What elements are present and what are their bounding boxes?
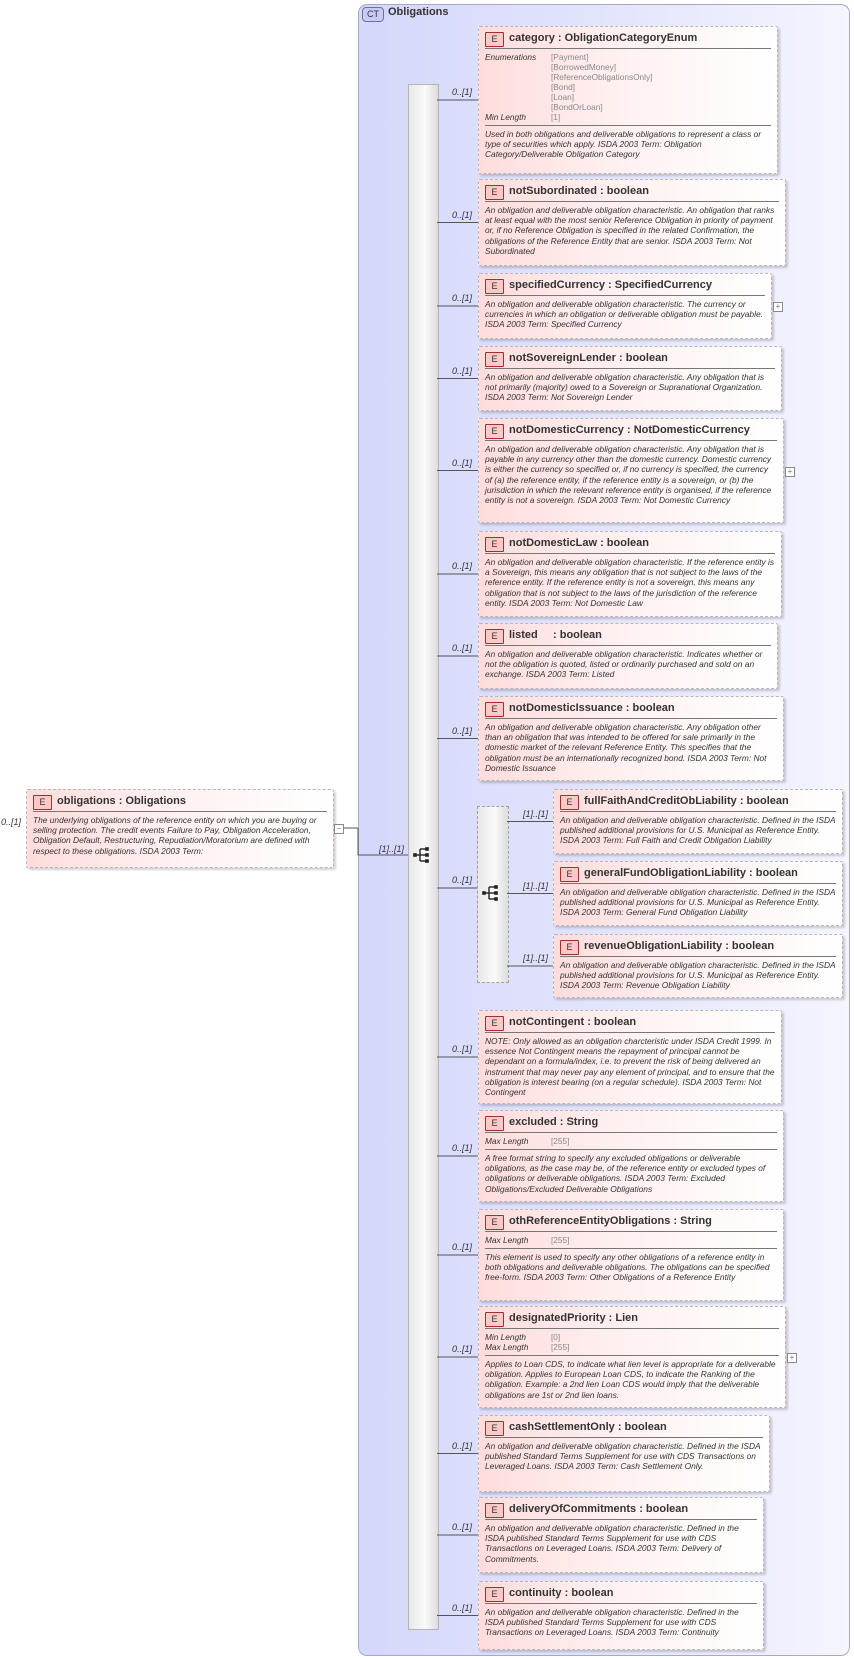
- element-cardinality: 0..[1]: [452, 209, 473, 220]
- facet-value: [BondOrLoan]: [551, 102, 603, 112]
- element-title: othReferenceEntityObligations : String: [509, 1215, 712, 1227]
- element-cardinality: 0..[1]: [452, 561, 473, 571]
- facet-row: [485, 1332, 569, 1342]
- element-header: [560, 794, 836, 812]
- sequence-icon-node: [482, 891, 486, 895]
- sequence-icon-node: [494, 891, 498, 895]
- element-title: excluded : String: [509, 1116, 599, 1128]
- sequence-icon-node: [413, 853, 417, 857]
- element-badge: E: [485, 1421, 504, 1436]
- element-excluded[interactable]: [478, 1110, 784, 1202]
- element-documentation: An obligation and deliverable obligation characteristic. An obligation that ranks at least equal with the most senior Reference Obligation in priority of payment or, if no Reference Obligation is specified in the related Confirmation, the obligations of the Reference Entity that are senior. ISDA 2003 Term: Not Subordinated: [485, 205, 775, 256]
- element-documentation: An obligation and deliverable obligation characteristic. Any obligation that is payable in any currency other than the domestic currency. Domestic currency is either the currency so specified or, if no currency is specified, the currency of (a) the reference entity, if the reference entity is a sovereign, or (b) the jurisdiction in which the relevant reference entity is organised, if the reference entity is not a sovereign. ISDA 2003 Term: Not Domestic Currency: [485, 444, 772, 506]
- element-cardinality: 0..[1]: [452, 1344, 473, 1354]
- element-documentation: This element is used to specify any other obligations of a reference entity in both obligations and deliverable obligations. The obligations can be specified free-form. ISDA 2003 Term: Other Obligations of a Reference Entity: [485, 1252, 770, 1283]
- element-documentation: An obligation and deliverable obligation characteristic. Any obligation that is not primarily (majority) owed to a Sovereign or Supranational Organization. ISDA 2003 Term: Not Sovereign Lender: [485, 372, 765, 403]
- element-documentation: An obligation and deliverable obligation characteristic. Defined in the ISDA published additional provisions for U.S. Municipal as Reference Entity. ISDA 2003 Term: General Fund Obligation Liability: [560, 887, 836, 918]
- element-title: cashSettlementOnly : boolean: [509, 1421, 667, 1433]
- facet-separator: [485, 125, 771, 126]
- facet-key: [485, 82, 551, 92]
- expand-toggle[interactable]: +: [785, 467, 795, 477]
- element-documentation: The underlying obligations of the reference entity on which you are buying or selling protection. The credit events Failure to Pay, Obligation Acceleration, Obligation Default, Restructuring, Repudiation/Moratorium are defined with respect to these obligations. ISDA 2003 Term:: [33, 815, 317, 856]
- element-title: notDomesticLaw : boolean: [509, 537, 649, 549]
- element-badge: E: [485, 1215, 504, 1230]
- facet-row: [485, 62, 652, 72]
- element-title: category : ObligationCategoryEnum: [509, 32, 698, 44]
- element-header: [560, 939, 836, 957]
- facet-value: [Loan]: [551, 92, 575, 102]
- element-cardinality: 0..[1]: [452, 1143, 473, 1153]
- element-badge: E: [485, 629, 504, 644]
- element-title: revenueObligationLiability : boolean: [584, 940, 775, 952]
- root-cardinality: 0..[1]: [1, 817, 22, 827]
- sequence-icon-node: [494, 897, 498, 901]
- element-othReferenceEntityObligations[interactable]: [478, 1209, 784, 1301]
- element-header: [560, 866, 836, 884]
- element-notSubordinated[interactable]: [478, 179, 786, 266]
- facet-table: [485, 1235, 569, 1245]
- facet-value: [255]: [551, 1136, 570, 1146]
- facet-key: [485, 72, 551, 82]
- sequence-cardinality: [1]..[1]: [379, 844, 405, 854]
- sequence-icon-node: [425, 847, 429, 851]
- facet-key: [485, 102, 551, 112]
- element-badge: E: [485, 424, 504, 439]
- element-cardinality: 0..[1]: [452, 293, 473, 303]
- element-title: notContingent : boolean: [509, 1016, 637, 1028]
- element-cardinality: [1]..[1]: [523, 953, 549, 963]
- facet-value: [255]: [551, 1342, 570, 1352]
- facet-value: [255]: [551, 1235, 570, 1245]
- element-header: [485, 1586, 757, 1604]
- sequence-icon-node: [425, 853, 429, 857]
- element-notContingent[interactable]: [478, 1010, 782, 1104]
- element-designatedPriority[interactable]: [478, 1306, 786, 1408]
- element-header: [33, 794, 327, 812]
- element-cardinality: 0..[1]: [452, 457, 473, 468]
- expand-toggle[interactable]: +: [787, 1353, 797, 1363]
- element-notDomesticCurrency[interactable]: [478, 418, 784, 523]
- element-documentation: An obligation and deliverable obligation characteristic. The currency or currencies in which an obligation or deliverable obligation must be payable. ISDA 2003 Term: Specified Currency: [485, 299, 763, 330]
- facet-value: [Payment]: [551, 52, 589, 62]
- element-documentation: Applies to Loan CDS, to indicate what lien level is appropriate for a deliverable obligation. Applies to European Loan CDS, to indicate the Ranking of the obligation. Example: a 2nd lien Loan CDS would imply that the deliverable obligations are 1st or 2nd lien loans.: [485, 1359, 776, 1400]
- collapse-toggle[interactable]: −: [334, 824, 344, 834]
- element-cardinality: 0..[1]: [452, 87, 473, 97]
- sequence-icon-node: [494, 885, 498, 889]
- element-header: [485, 423, 777, 441]
- element-badge: E: [485, 1503, 504, 1518]
- element-documentation: An obligation and deliverable obligation characteristic. If the reference entity is a Sovereign, this means any obligation that is not subject to the laws of the reference entity. If the reference entity is not a sovereign, this means any obligation that is not subject to the laws of the jurisdiction of the reference entity. ISDA 2003 Term: Not Domestic Law: [485, 557, 775, 608]
- element-cardinality: 0..[1]: [452, 365, 473, 376]
- element-badge: E: [560, 795, 579, 810]
- element-badge: E: [485, 702, 504, 717]
- element-title: designatedPriority : Lien: [509, 1312, 638, 1324]
- facet-row: [485, 52, 652, 62]
- element-header: [485, 1115, 777, 1133]
- element-cardinality: 0..[1]: [452, 643, 473, 653]
- element-generalFundObligationLiability[interactable]: [553, 861, 843, 926]
- facet-key: Max Length: [485, 1235, 529, 1245]
- element-cardinality: 0..[1]: [452, 1440, 473, 1451]
- element-badge: E: [485, 279, 504, 294]
- facet-value: [0]: [551, 1332, 561, 1342]
- element-title: notDomesticIssuance : boolean: [509, 702, 675, 714]
- element-documentation: NOTE: Only allowed as an obligation charcteristic under ISDA Credit 1999. In essence Not Contingent means the repayment of principal cannot be dependant on a formula/index, i.e. to prevent the risk of being delivered an instrument that may never pay any element of principal, and to ensure that the obligation is interest bearing (on a regular schedule). ISDA 2003 Term: Not Contingent: [485, 1036, 775, 1098]
- element-specifiedCurrency[interactable]: [478, 273, 772, 339]
- facet-value: [BorrowedMoney]: [551, 62, 617, 72]
- element-cardinality: [1]..[1]: [523, 808, 549, 819]
- element-title: deliveryOfCommitments : boolean: [509, 1503, 689, 1515]
- element-title: fullFaithAndCreditObLiability : boolean: [584, 795, 789, 807]
- element-title: continuity : boolean: [509, 1587, 614, 1599]
- element-documentation: An obligation and deliverable obligation characteristic. Indicates whether or not the obligation is quoted, listed or ordinarily purchased and sold on an exchange. ISDA 2003 Term: Listed: [485, 649, 763, 680]
- element-header: [485, 1311, 779, 1329]
- element-header: [485, 536, 775, 554]
- element-badge: E: [485, 185, 504, 200]
- facet-key: [485, 92, 551, 102]
- element-header: [485, 31, 771, 49]
- element-documentation: An obligation and deliverable obligation characteristic. Defined in the ISDA published additional provisions for U.S. Municipal as Reference Entity. ISDA 2003 Term: Full Faith and Credit Obligation Liability: [560, 815, 836, 846]
- facet-value: [Bond]: [551, 82, 575, 92]
- element-badge: E: [560, 867, 579, 882]
- facet-value: [1]: [551, 112, 561, 122]
- element-badge: E: [485, 1116, 504, 1131]
- ct-badge: CT: [362, 7, 384, 22]
- sequence-icon-node: [425, 859, 429, 863]
- element-continuity[interactable]: [478, 1581, 764, 1650]
- element-title: listed : boolean: [509, 629, 602, 641]
- facet-row: [485, 1235, 569, 1245]
- element-documentation: Used in both obligations and deliverable obligations to represent a class or type of securities which apply. ISDA 2003 Term: Obligation Category/Deliverable Obligation Category: [485, 129, 762, 160]
- element-header: [485, 1214, 777, 1232]
- element-cardinality: 0..[1]: [452, 725, 473, 736]
- facet-table: [485, 52, 652, 122]
- complex-type-title: Obligations: [388, 6, 449, 18]
- element-documentation: An obligation and deliverable obligation characteristic. Any obligation other than an obligation that was intended to be offered for sale primarily in the domestic market of the relevant Reference Entity. This specifies that the obligation must be an internationally recognized bond. ISDA 2003 Term: Not Domestic Issuance: [485, 722, 767, 773]
- element-cashSettlementOnly[interactable]: [478, 1415, 770, 1492]
- facet-separator: [485, 1248, 777, 1249]
- sequence-icon: [413, 847, 429, 863]
- facet-key: Max Length: [485, 1136, 529, 1146]
- element-documentation: An obligation and deliverable obligation characteristic. Defined in the ISDA published Standard Terms Supplement for use with CDS Transactions on Leveraged Loans. ISDA 2003 Term: Delivery of Commitments.: [485, 1523, 739, 1564]
- element-title: specifiedCurrency : SpecifiedCurrency: [509, 279, 712, 291]
- facet-separator: [485, 1355, 779, 1356]
- facet-key: Min Length: [485, 112, 527, 122]
- element-listed[interactable]: [478, 623, 778, 689]
- element-title: obligations : Obligations: [57, 795, 186, 807]
- element-header: [485, 1015, 775, 1033]
- facet-row: [485, 92, 652, 102]
- element-badge: E: [33, 795, 52, 810]
- element-cardinality: 0..[1]: [452, 1242, 473, 1252]
- element-documentation: An obligation and deliverable obligation characteristic. Defined in the ISDA published Standard Terms Supplement for use with CDS Transactions on Leveraged Loans. ISDA 2003 Term: Continuity: [485, 1607, 739, 1638]
- element-title: generalFundObligationLiability : boolean: [584, 867, 798, 879]
- facet-separator: [485, 1149, 777, 1150]
- element-title: notSovereignLender : boolean: [509, 352, 668, 364]
- element-header: [485, 1502, 757, 1520]
- element-badge: E: [485, 1312, 504, 1327]
- root-element-obligations[interactable]: [26, 789, 334, 868]
- element-documentation: An obligation and deliverable obligation characteristic. Defined in the ISDA published additional provisions for U.S. Municipal as Reference Entity. ISDA 2003 Term: Revenue Obligation Liability: [560, 960, 836, 991]
- element-category[interactable]: [478, 26, 778, 174]
- inner-sequence-icon: [482, 885, 498, 901]
- facet-key: Max Length: [485, 1342, 529, 1352]
- element-cardinality: 0..[1]: [452, 1602, 473, 1613]
- element-badge: E: [560, 940, 579, 955]
- element-title: notSubordinated : boolean: [509, 185, 649, 197]
- facet-row: [485, 82, 652, 92]
- inner-sequence-cardinality: 0..[1]: [452, 875, 473, 885]
- facet-key: [485, 62, 551, 72]
- element-revenueObligationLiability[interactable]: [553, 934, 843, 998]
- facet-value: [ReferenceObligationsOnly]: [551, 72, 653, 82]
- element-header: [485, 701, 777, 719]
- element-header: [485, 184, 779, 202]
- element-badge: E: [485, 32, 504, 47]
- element-title: notDomesticCurrency : NotDomesticCurrency: [509, 424, 750, 436]
- facet-row: [485, 102, 652, 112]
- facet-key: Enumerations: [485, 52, 537, 62]
- facet-table: [485, 1136, 569, 1146]
- element-header: [485, 278, 765, 296]
- facet-row: [485, 1136, 569, 1146]
- element-cardinality: [1]..[1]: [523, 880, 549, 891]
- facet-row: [485, 1342, 569, 1352]
- element-badge: E: [485, 1016, 504, 1031]
- facet-key: Min Length: [485, 1332, 527, 1342]
- element-documentation: A free format string to specify any excluded obligations or deliverable obligations, as the case may be, of the reference entity or excluded types of obligations or deliverable obligations. ISDA 2003 Term: Excluded Obligations/Excluded Deliverable Obligations: [485, 1153, 766, 1194]
- element-deliveryOfCommitments[interactable]: [478, 1497, 764, 1573]
- element-notSovereignLender[interactable]: [478, 346, 782, 411]
- facet-table: [485, 1332, 569, 1352]
- element-header: [485, 351, 775, 369]
- element-badge: E: [485, 352, 504, 367]
- element-cardinality: 0..[1]: [452, 1044, 473, 1054]
- element-header: [485, 628, 771, 646]
- expand-toggle[interactable]: +: [773, 302, 783, 312]
- facet-row: [485, 112, 652, 122]
- element-notDomesticIssuance[interactable]: [478, 696, 784, 781]
- element-header: [485, 1420, 763, 1438]
- element-fullFaithAndCreditObLiability[interactable]: [553, 789, 843, 854]
- element-documentation: An obligation and deliverable obligation characteristic. Defined in the ISDA published Standard Terms Supplement for use with CDS Transactions on Leveraged Loans. ISDA 2003 Term: Cash Settlement Only.: [485, 1441, 761, 1472]
- facet-row: [485, 72, 652, 82]
- element-badge: E: [485, 1587, 504, 1602]
- element-badge: E: [485, 537, 504, 552]
- element-notDomesticLaw[interactable]: [478, 531, 782, 617]
- element-cardinality: 0..[1]: [452, 1522, 473, 1532]
